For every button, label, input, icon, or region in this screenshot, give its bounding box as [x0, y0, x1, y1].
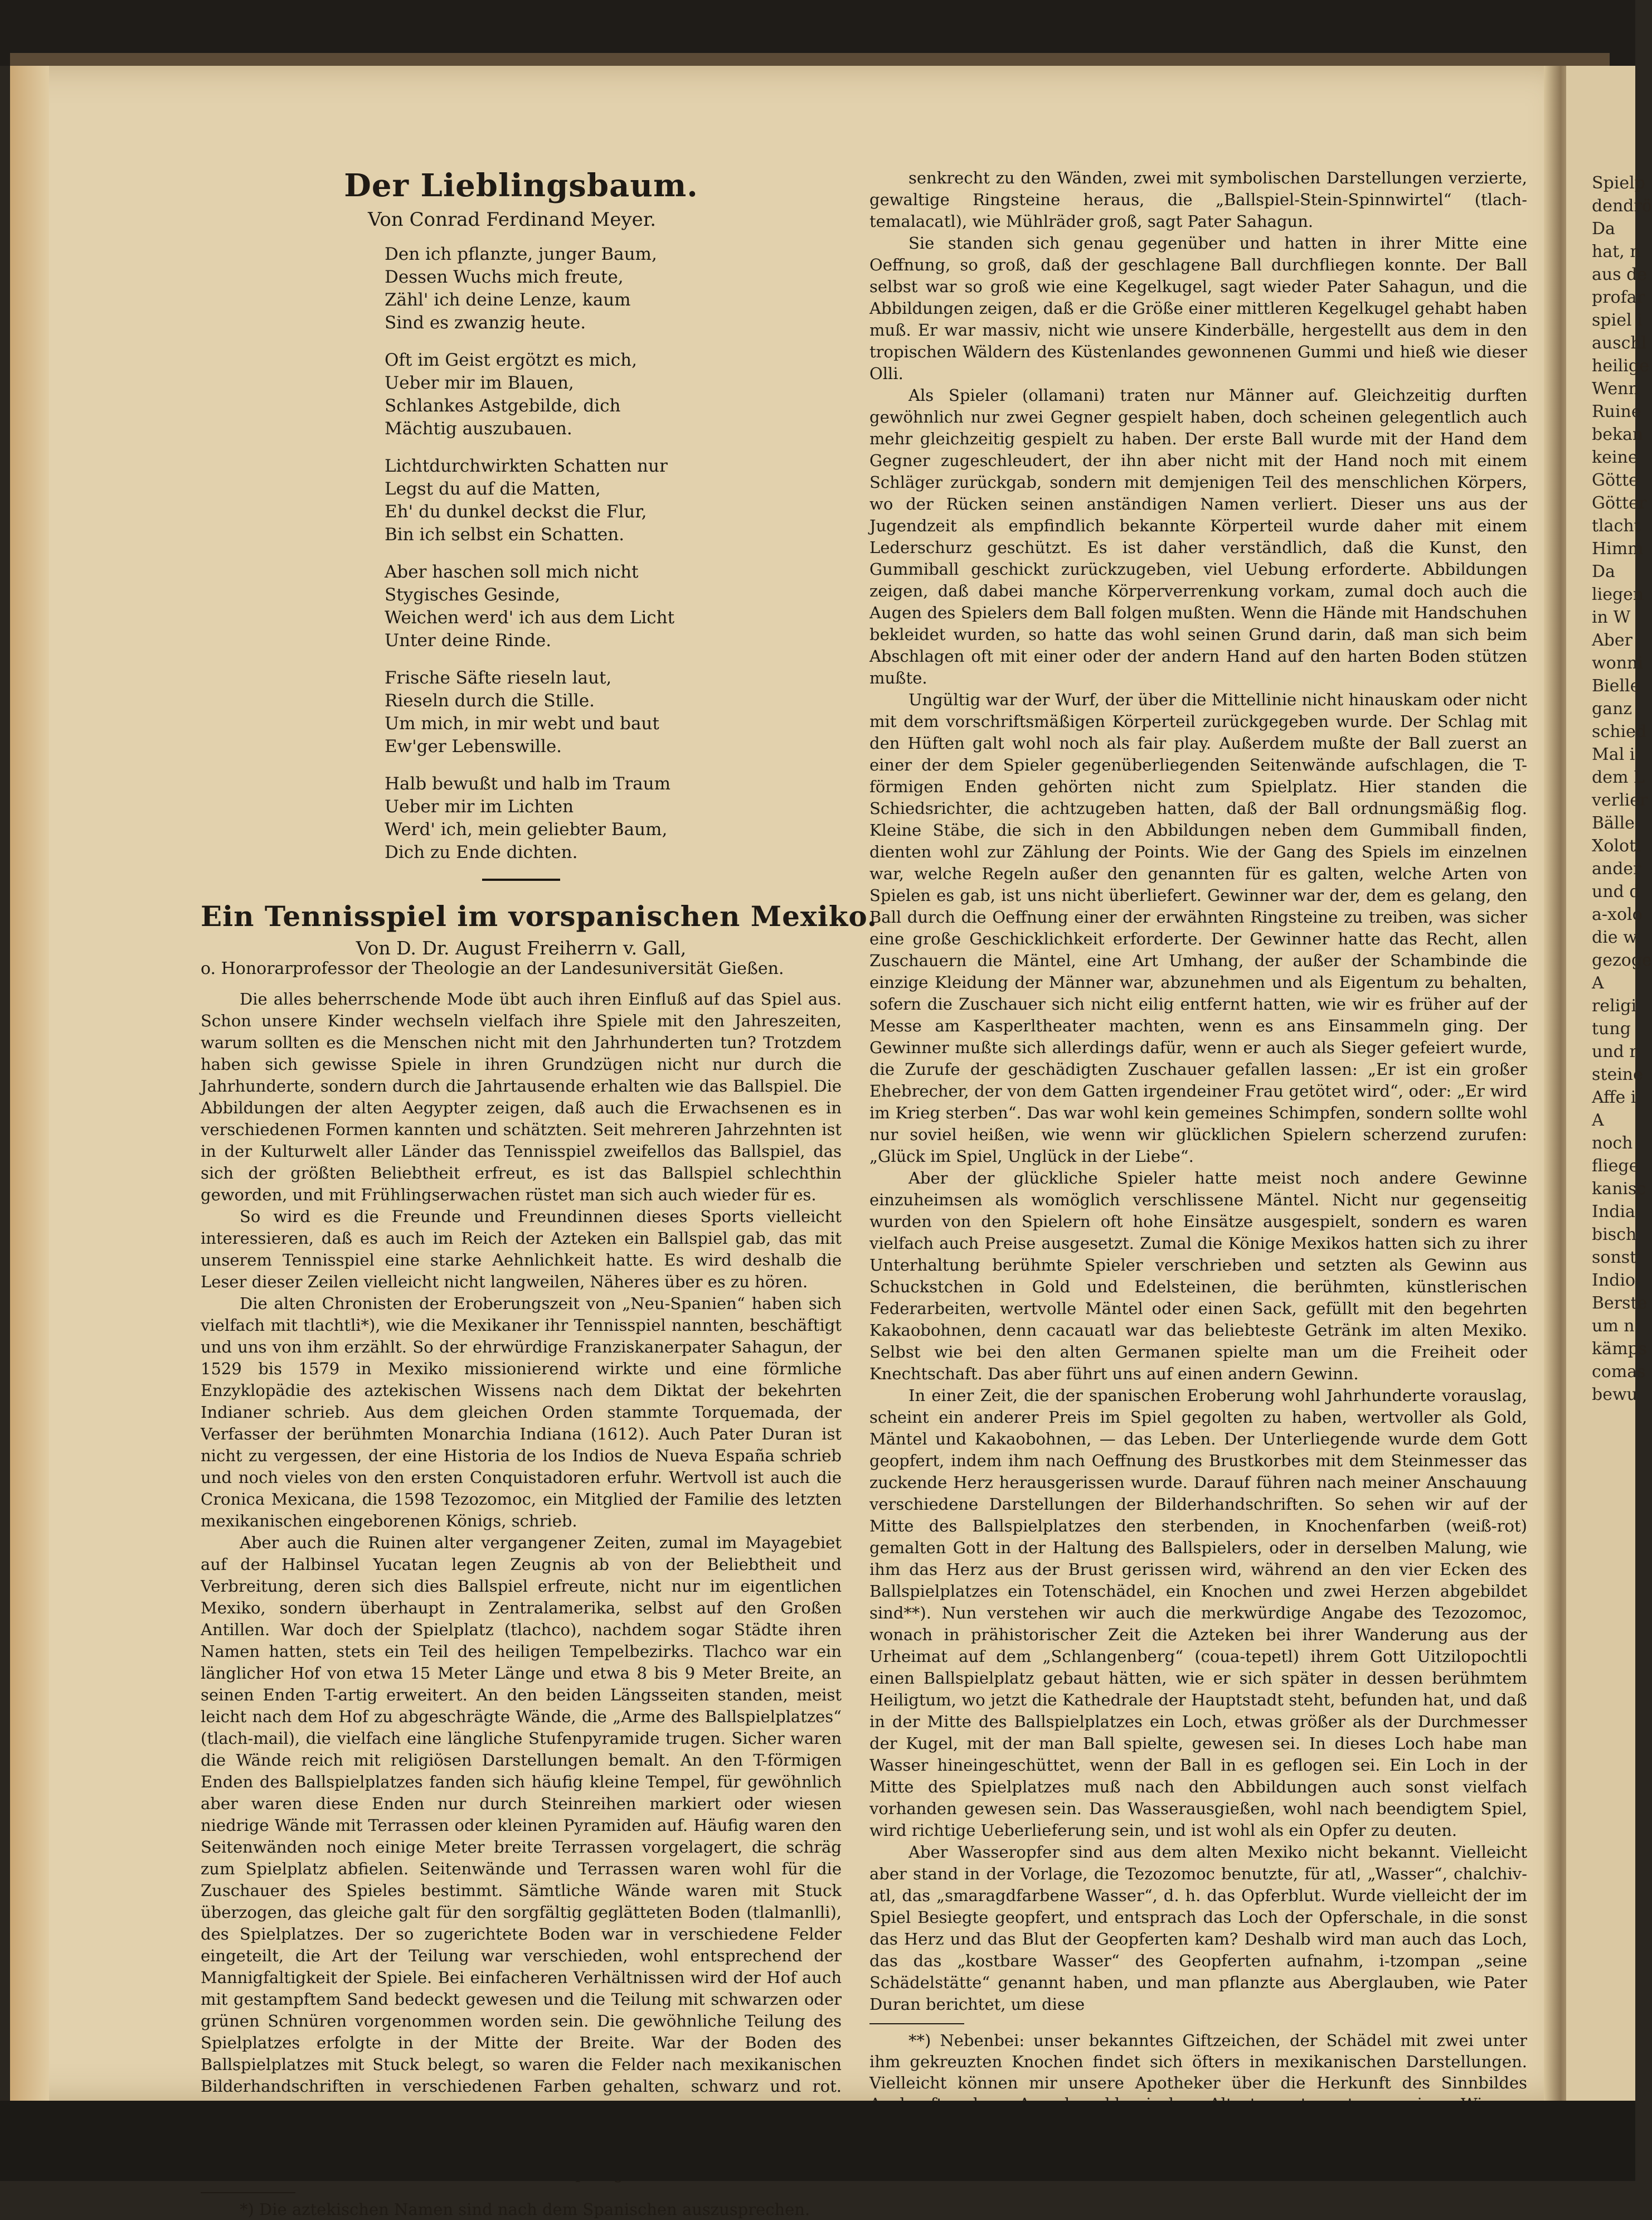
adjacent-page-fragment: Götter: [1592, 493, 1647, 513]
adjacent-page-fragment: Bälle: [1592, 813, 1635, 833]
adjacent-page-fragment: steine: [1592, 1065, 1643, 1084]
adjacent-page-fragment: Berste: [1592, 1293, 1648, 1313]
poem-byline: Von Conrad Ferdinand Meyer.: [368, 209, 657, 231]
poem-stanza: [385, 667, 842, 758]
poem-line: Werd' ich, mein geliebter Baum,: [385, 820, 668, 840]
adjacent-page-fragment: bekan: [1592, 425, 1644, 444]
scan-bottom-edge: [0, 2101, 1635, 2181]
poem-line: Unter deine Rinde.: [385, 631, 552, 651]
poem-line: Lichtdurchwirkten Schatten nur: [385, 456, 668, 476]
adjacent-page-fragment: aus de: [1592, 265, 1648, 284]
right-column: [869, 167, 1527, 2136]
footnote-rule: [201, 2192, 295, 2193]
adjacent-page-fragment: schied: [1592, 722, 1647, 741]
poem-stanza: [385, 243, 842, 335]
adjacent-page-fragment: Ruine: [1592, 402, 1641, 421]
poem-stanza: [385, 455, 842, 546]
article-paragraph: Die alten Chronisten der Eroberungszeit von „Neu-Spanien“ haben sich vielfach mit tlachtli*), wie die Mexikaner ihr Tennisspiel nannten, beschäftigt und uns von ihm erzählt. So der ehrwürdige Franziskanerpater Sahagun, der 1529 bis 1579 in Mexiko missionierend wirkte und eine förmliche Enzyklopädie des aztekischen Wissens nach dem Diktat der bekehrten Indianer schrieb. Aus dem gleichen Orden stammte Torquemada, der Verfasser der berühmten Monarchia Indiana (1612). Auch Pater Duran ist nicht zu vergessen, der eine Historia de los Indios de Nueva España schrieb und noch vieles von den ersten Conquistadoren erfuhr. Wertvoll ist auch die Cronica Mexicana, die 1598 Tezozomoc, ein Mitglied der Familie des letzten mexikanischen eingeborenen Königs, schrieb.: [201, 1294, 842, 1530]
poem-line: Dessen Wuchs mich freute,: [385, 267, 624, 287]
adjacent-page-fragment: Xolotl: [1592, 836, 1641, 856]
adjacent-page-fragment: Bielle: [1592, 676, 1640, 696]
adjacent-page-fragment: profar: [1592, 288, 1645, 307]
article-paragraph: So wird es die Freunde und Freundinnen dieses Sports vielleicht interessieren, daß es auch im Reich der Azteken ein Ballspiel gab, das mit unserem Tennisspiel eine starke Aehnlichkeit hatte. Es wird deshalb die Leser dieser Zeilen vielleicht nicht langweilen, Näheres über es zu hören.: [201, 1207, 842, 1291]
poem-stanza: [385, 561, 842, 652]
adjacent-page-fragment: Mal i: [1592, 745, 1635, 764]
article-body-left: [201, 988, 842, 2184]
poem-title: Der Lieblingsbaum.: [344, 167, 698, 204]
poem-line: Sind es zwanzig heute.: [385, 313, 586, 333]
article-paragraph: Aber Wasseropfer sind aus dem alten Mexiko nicht bekannt. Vielleicht aber stand in der Vorlage, die Tezozomoc benutzte, für atl, „Wasser“, chalchiv-atl, das „smaragdfarbene Wasser“, d. h. das Opferblut. Wurde vielleicht der im Spiel Besiegte geopfert, und entsprach das Loch der Opferschale, in die sonst das Herz und das Blut der Geopferten kam? Deshalb wird man auch das Loch, das das „kostbare Wasser“ des Geopferten aufnahm, i-tzompan „seine Schädelstätte“ genannt haben, und man pflanzte aus Aberglauben, wie Pater Duran berichtet, um diese: [869, 1843, 1527, 2014]
article-paragraph: Als Spieler (ollamani) traten nur Männer auf. Gleichzeitig durften gewöhnlich nur zwei Gegner gespielt haben, doch scheinen gelegentlich auch mehr gleichzeitig gespielt zu haben. Der erste Ball wurde mit der Hand dem Gegner zugeschleudert, der ihn aber nicht mit der Hand noch mit einem Schläger zurückgab, sondern mit demjenigen Teil des menschlichen Körpers, wo der Rücken seinen anständigen Namen verliert. Dieser uns aus der Jugendzeit als empfindlich bekannte Körperteil wurde daher mit einem Lederschurz geschützt. Es ist daher verständlich, daß die Kunst, den Gummiball geschickt zurückzugeben, viel Uebung erforderte. Abbildungen zeigen, daß dabei manche Körperverrenkung vorkam, zumal doch auch die Augen des Spielers dem Ball folgen mußten. Wenn die Hände mit Handschuhen bekleidet wurden, so hatte das wohl seinen Grund darin, daß man sich beim Abschlagen oft mit einer oder der andern Hand auf den harten Boden stützen mußte.: [869, 386, 1527, 687]
adjacent-page-fragment: in W: [1592, 608, 1631, 627]
adjacent-page-fragment: A: [1592, 973, 1604, 993]
adjacent-page-fragment: sonst: [1592, 1248, 1637, 1267]
poem-line: Frische Säfte rieseln laut,: [385, 668, 612, 688]
adjacent-page: [1566, 66, 1652, 2101]
adjacent-page-fragment: gezoge: [1592, 951, 1652, 970]
article-paragraph: Die alles beherrschende Mode übt auch ihren Einfluß auf das Spiel aus. Schon unsere Kinder wechseln vielfach ihre Spiele mit den Jahreszeiten, warum sollten es die Menschen nicht mit den Jahrhunderten tun? Trotzdem haben sich gewisse Spiele in ihren Grundzügen nicht nur durch die Jahrhunderte, sondern durch die Jahrtausende erhalten wie das Ballspiel. Die Abbildungen der alten Aegypter zeigen, daß auch die Erwachsenen es in verschiedenen Formen kannten und schätzten. Seit mehreren Jahrzehnten ist in der Kulturwelt aller Länder das Tennisspiel zweifellos das Ballspiel, das sich der größten Beliebtheit erfreut, es ist das Ballspiel schlechthin geworden, und mit Frühlingserwachen rüstet man sich auch wieder für es.: [201, 990, 842, 1204]
adjacent-page-fragment: Indio: [1592, 1271, 1636, 1290]
poem-line: Dich zu Ende dichten.: [385, 842, 578, 862]
adjacent-page-column: [1592, 172, 1652, 1406]
adjacent-page-fragment: heilige: [1592, 356, 1649, 376]
footnote-left: *) Die aztekischen Namen sind nach dem Spanischen auszusprechen.: [240, 2200, 810, 2219]
poem-line: Oft im Geist ergötzt es mich,: [385, 350, 637, 370]
poem-line: Aber haschen soll mich nicht: [385, 562, 639, 582]
poem-stanza: [385, 349, 842, 440]
adjacent-page-fragment: Himm: [1592, 539, 1644, 559]
adjacent-page-fragment: liegen: [1592, 585, 1644, 604]
article-paragraph: In einer Zeit, die der spanischen Eroberung wohl Jahrhunderte vorauslag, scheint ein anderer Preis im Spiel gegolten zu haben, wertvoller als Gold, Mäntel und Kakaobohnen, — das Leben. Der Unterliegende wurde dem Gott geopfert, indem ihm nach Oeffnung des Brustkorbes mit dem Steinmesser das zuckende Herz herausgerissen wurde. Darauf führen nach meiner Anschauung verschiedene Darstellungen der Bilderhandschriften. So sehen wir auf der Mitte des Ballspielplatzes den sterbenden, in Knochenfarben (weiß-rot) gemalten Gott in der Haltung des Ballspielers, oder in derselben Malung, wie ihm das Herz aus der Brust gerissen wird, während an den vier Ecken des Ballspielplatzes ein Totenschädel, ein Knochen und zwei Herzen abgebildet sind**). Nun verstehen wir auch die merkwürdige Angabe des Tezozomoc, wonach in prähistorischer Zeit die Azteken bei ihrer Wanderung aus der Urheimat auf dem „Schlangenberg“ (coua-tepetl) ihrem Gott Uitzilopochtli einen Ballspielplatz gebaut hätten, wie er sich später in dessen berühmtem Heiligtum, wo jetzt die Kathedrale der Hauptstadt steht, befunden hat, und daß in der Mitte des Ballspielplatzes ein Loch, etwas größer als der Durchmesser der Kugel, mit der man Ball spielte, gewesen sei. In dieses Loch habe man Wasser hineingeschüttet, wenn der Ball in es geflogen sei. Ein Loch in der Mitte des Spielplatzes muß nach den Abbildungen auch sonst vielfach vorhanden gewesen sein. Das Wasserausgießen, wohl nach beendigtem Spiel, wird richtige Ueberlieferung sein, und ist wohl als ein Opfer zu deuten.: [869, 1386, 1527, 1840]
adjacent-page-fragment: um n: [1592, 1316, 1635, 1336]
separator-rule: [482, 879, 560, 881]
adjacent-page-fragment: Da: [1592, 219, 1615, 239]
article-paragraph: Sie standen sich genau gegenüber und hatten in ihrer Mitte eine Oeffnung, so groß, daß der geschlagene Ball durchfliegen konnte. Der Ball selbst war so groß wie eine Kegelkugel, sagt wieder Pater Sahagun, und die Abbildungen zeigen, daß er die Größe einer mittleren Kegelkugel gehabt haben muß. Er war massiv, nicht wie unsere Kinderbälle, hergestellt aus dem in den tropischen Wäldern des Küstenlandes gewonnenen Gummi und hieß wie dieser Olli.: [869, 234, 1527, 383]
page-stack-edge: [10, 66, 49, 2101]
adjacent-page-fragment: auschl: [1592, 333, 1647, 353]
poem-line: Ueber mir im Lichten: [385, 797, 574, 817]
poem-line: Bin ich selbst ein Schatten.: [385, 525, 625, 545]
adjacent-page-fragment: comas: [1592, 1362, 1646, 1382]
poem-line: Stygisches Gesinde,: [385, 585, 561, 605]
adjacent-page-fragment: kämps: [1592, 1339, 1648, 1359]
article-paragraph: senkrecht zu den Wänden, zwei mit symbolischen Darstellungen verzierte, gewaltige Ringsteine heraus, die „Ballspiel-Stein-Spinnwirtel“ (tlach-temalacatl), wie Mühlräder groß, sagt Pater Sahagun.: [869, 168, 1527, 231]
adjacent-page-fragment: und r: [1592, 1042, 1638, 1061]
article-paragraph: Aber der glückliche Spieler hatte meist noch andere Gewinne einzuheimsen als womöglich verschlissene Mäntel. Nicht nur gegenseitig wurden von den Spielern oft hohe Einsätze ausgespielt, sondern es waren vielfach auch Preise ausgesetzt. Zumal die Könige Mexikos hatten sich zu ihrer Unterhaltung berühmte Spieler verschrieben und setzten als Gewinn aus Schuckstchen in Gold und Edelsteinen, die berühmten, künstlerischen Federarbeiten, wertvolle Mäntel oder einen Sack, gefüllt mit den begehrten Kakaobohnen, denn cacauatl war das beliebteste Getränk im alten Mexiko. Selbst wie bei den alten Germanen spielte man um die Freiheit oder Knechtschaft. Das aber führt uns auf einen andern Gewinn.: [869, 1169, 1527, 1383]
article-affiliation: o. Honorarprofessor der Theologie an der Landesuniversität Gießen.: [201, 959, 784, 978]
adjacent-page-fragment: die w: [1592, 928, 1638, 947]
adjacent-page-fragment: tung: [1592, 1019, 1631, 1039]
adjacent-page-fragment: religi: [1592, 996, 1637, 1016]
adjacent-page-fragment: India: [1592, 1202, 1635, 1222]
poem-stanza: [385, 773, 842, 864]
poem-line: Ueber mir im Blauen,: [385, 373, 574, 393]
article-paragraph: Aber auch die Ruinen alter vergangener Zeiten, zumal im Mayagebiet auf der Halbinsel Yucatan legen Zeugnis ab von der Beliebtheit und Verbreitung, deren sich dies Ballspiel erfreute, nicht nur im eigentlichen Mexiko, sondern überhaupt in Zentralamerika, selbst auf den Großen Antillen. War doch der Spielplatz (tlachco), nachdem sogar Städte ihren Namen hatten, stets ein Teil des heiligen Tempelbezirks. Tlachco war ein länglicher Hof von etwa 15 Meter Länge und etwa 8 bis 9 Meter Breite, an seinen Enden T-artig erweitert. An den beiden Längsseiten standen, meist leicht nach dem Hof zu abgeschrägte Wände, die „Arme des Ballspielplatzes“ (tlach-mail), die vielfach eine längliche Stufenpyramide trugen. Sicher waren die Wände reich mit religiösen Darstellungen bemalt. An den T-förmigen Enden des Ballspielplatzes fanden sich häufig kleine Tempel, für gewöhnlich aber waren diese Enden nur durch Steinreihen markiert oder wiesen niedrige Wände mit Terrassen oder kleinen Pyramiden auf. Häufig waren den Seitenwänden noch einige Meter breite Terrassen vorgelagert, die schräg zum Spielplatz abfielen. Seitenwände und Terrassen waren wohl für die Zuschauer des Spieles bestimmt. Sämtliche Wände waren mit Stuck überzogen, das gleiche galt für den sorgfältig geglätteten Boden (tlalmanlli), des Spielplatzes. Der so zugerichtete Boden war in verschiedene Felder eingeteilt, die Art der Teilung war verschieden, wohl entsprechend der Mannigfaltigkeit der Spiele. Bei einfacheren Verhältnissen wird der Hof auch mit gestampftem Sand bedeckt gewesen und die Teilung mit schwarzen oder grünen Schnüren vorgenommen worden sein. Die gewöhnliche Teilung des Spielplatzes erfolgte in der Mitte der Breite. War der Boden des Ballspielplatzes mit Stuck belegt, so waren die Felder nach mexikanischen Bilderhandschriften in verschiedenen Farben gehalten, schwarz und rot.: [201, 1533, 842, 2096]
adjacent-page-fragment: ander: [1592, 859, 1641, 879]
poem-body: [385, 243, 842, 864]
adjacent-page-fragment: dem L: [1592, 768, 1645, 787]
adjacent-page-fragment: bewu: [1592, 1385, 1638, 1404]
adjacent-page-fragment: a-xolo: [1592, 905, 1643, 924]
poem-line: Mächtig auszubauen.: [385, 419, 572, 439]
adjacent-page-fragment: noch: [1592, 1133, 1633, 1153]
poem-line: Ew'ger Lebenswille.: [385, 736, 562, 757]
poem-line: Den ich pflanzte, junger Baum,: [385, 244, 657, 264]
adjacent-page-fragment: kanisc: [1592, 1179, 1646, 1199]
adjacent-page-fragment: ganz: [1592, 699, 1632, 719]
adjacent-page-fragment: Wenn: [1592, 379, 1639, 399]
adjacent-page-fragment: keine: [1592, 448, 1638, 467]
adjacent-page-fragment: Aber: [1592, 631, 1632, 650]
adjacent-page-fragment: A: [1592, 1111, 1604, 1130]
article-title: Ein Tennisspiel im vorspanischen Mexiko.: [201, 900, 878, 933]
poem-line: Legst du auf die Matten,: [385, 479, 601, 499]
adjacent-page-fragment: Götte: [1592, 471, 1639, 490]
article-body-right: [869, 167, 1527, 2015]
footnote-right: **) Nebenbei: unser bekanntes Giftzeichen, der Schädel mit zwei unter ihm gekreuzten Knochen findet sich öfters in mexikanischen Darstellungen. Vielleicht können mir unsere Apotheker über die Herkunft des Sinnbildes: [869, 2031, 1527, 2092]
poem-line: Eh' du dunkel deckst die Flur,: [385, 502, 647, 522]
adjacent-page-fragment: fliege: [1592, 1156, 1639, 1176]
poem-line: Weichen werd' ich aus dem Licht: [385, 608, 675, 628]
poem-line: Schlankes Astgebilde, dich: [385, 396, 621, 416]
poem-line: Um mich, in mir webt und baut: [385, 714, 659, 734]
poem-line: Halb bewußt und halb im Traum: [385, 774, 671, 794]
left-column: [201, 167, 878, 2220]
article-byline: Von D. Dr. August Freiherrn v. Gall,: [356, 937, 687, 959]
poem-line: Zähl' ich deine Lenze, kaum: [385, 290, 631, 310]
poem-line: Rieseln durch die Stille.: [385, 691, 595, 711]
adjacent-page-fragment: tlacht: [1592, 516, 1641, 536]
adjacent-page-fragment: und d: [1592, 882, 1640, 901]
adjacent-page-fragment: hat, n: [1592, 242, 1641, 261]
footnote-rule: [869, 2023, 964, 2024]
adjacent-page-fragment: bisch: [1592, 1225, 1637, 1244]
adjacent-page-fragment: dendrö: [1592, 196, 1652, 216]
adjacent-page-fragment: Affe i: [1592, 1088, 1636, 1107]
article-paragraph: Ungültig war der Wurf, der über die Mittellinie nicht hinauskam oder nicht mit dem vorschriftsmäßigen Körperteil zurückgegeben wurde. Der Schlag mit den Hüften galt wohl noch als fair play. Außerdem mußte der Ball zuerst an einer der dem Spieler gegenüberliegenden Seitenwände aufschlagen, die T-förmigen Enden gehörten nicht zum Spielplatz. Hier standen die Schiedsrichter, die achtzugeben hatten, daß der Ball ordnungsmäßig flog. Kleine Stäbe, die sich in den Abbildungen neben dem Gummiball finden, dienten wohl zur Zählung der Points. Wie der Gang des Spiels im einzelnen war, welche Regeln außer den genannten für es galten, welche Arten von Spielen es gab, ist uns nicht überliefert. Gewinner war der, dem es gelang, den Ball durch die Oeffnung einer der erwähnten Ringsteine zu treiben, was sicher eine große Geschicklichkeit erforderte. Der Gewinner hatte das Recht, allen Zuschauern die Mäntel, eine Art Umhang, der außer der Schambinde die einzige Kleidung der Männer war, abzunehmen und als Eigentum zu behalten, sofern die Zuschauer sich nicht eilig entfernt hatten, wie wir es früher auf der Messe am Kasperltheater machten, wenn es ans Einsammeln ging. Der Gewinner mußte sich allerdings dafür, wenn er auch als Sieger gefeiert wurde, die Zurufe der geschädigten Zuschauer gefallen lassen: „Er ist ein großer Ehebrecher, der von dem Gatten irgendeiner Frau getötet wird“, oder: „Er wird im Krieg sterben“. Das war wohl kein gemeines Schimpfen, sondern sollte wohl nur soviel heißen, wie wenn wir glücklichen Spielern scherzend zurufen: „Glück im Spiel, Unglück in der Liebe“.: [869, 690, 1527, 1166]
adjacent-page-fragment: Spielp: [1592, 173, 1645, 193]
adjacent-page-fragment: wonni: [1592, 653, 1643, 673]
adjacent-page-fragment: spiel i: [1592, 311, 1643, 330]
adjacent-page-fragment: Da: [1592, 562, 1615, 581]
adjacent-page-fragment: verlier: [1592, 791, 1648, 810]
